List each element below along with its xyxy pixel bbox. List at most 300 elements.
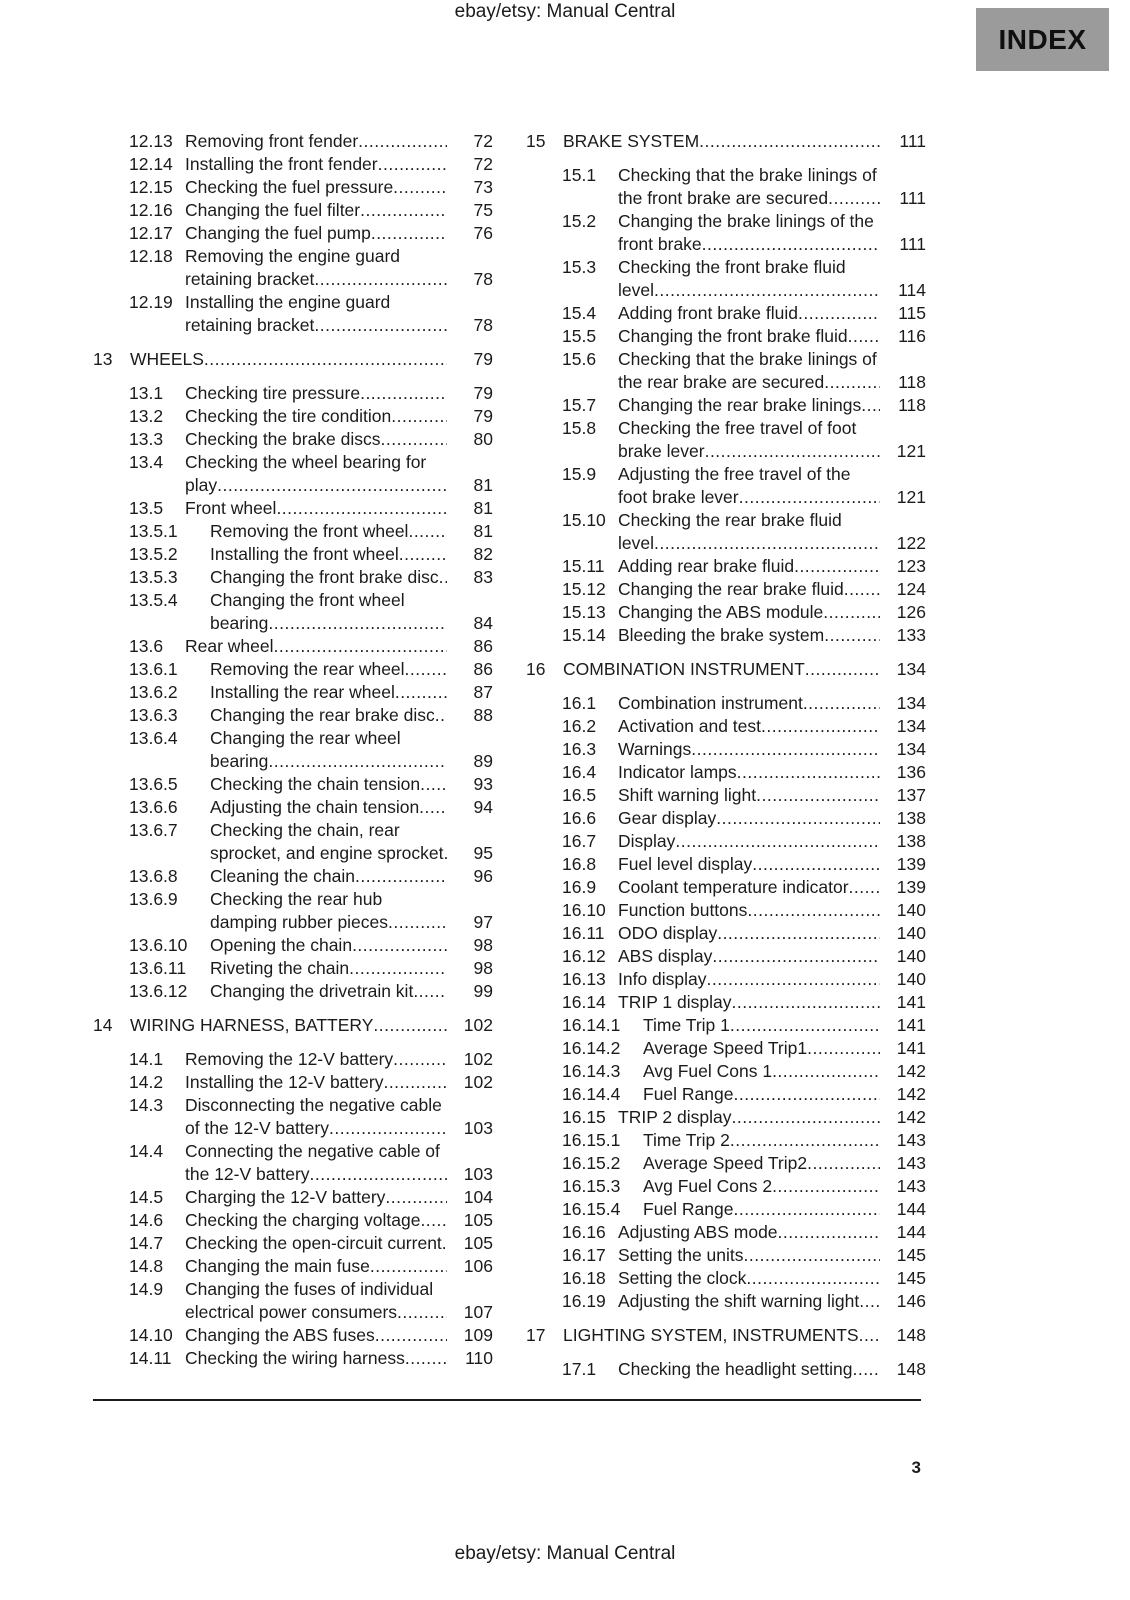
entry-number: 13.6.3 bbox=[129, 705, 178, 725]
toc-entry-row bbox=[526, 1244, 926, 1267]
entry-title-block bbox=[618, 394, 880, 417]
toc-entry-row bbox=[93, 1347, 493, 1370]
toc-entry-row bbox=[93, 1209, 493, 1232]
entry-number: 16.18 bbox=[562, 1268, 606, 1288]
entry-title-block bbox=[643, 1175, 880, 1198]
entry-title-block bbox=[185, 291, 447, 337]
entry-title: Adjusting ABS mode bbox=[618, 1222, 778, 1242]
entry-page-number: 81 bbox=[473, 521, 493, 541]
toc-entry-row bbox=[93, 130, 493, 153]
toc-column-left bbox=[93, 130, 493, 1370]
entry-page-number: 144 bbox=[896, 1199, 926, 1219]
toc-entry-row bbox=[93, 497, 493, 520]
entry-title: Installing the front wheel bbox=[210, 544, 399, 564]
entry-title: Checking the rear hub damping rubber pieces bbox=[210, 889, 389, 932]
entry-page-number: 141 bbox=[896, 992, 926, 1012]
entry-page-number: 124 bbox=[896, 579, 926, 599]
entry-title-block bbox=[618, 210, 880, 256]
toc-entry-row bbox=[526, 417, 926, 463]
entry-number: 15 bbox=[526, 131, 546, 151]
entry-number: 16.4 bbox=[562, 762, 597, 782]
entry-title-block bbox=[643, 1060, 880, 1083]
entry-title-block bbox=[618, 922, 880, 945]
entry-title-block bbox=[643, 1152, 880, 1175]
toc-entry-row bbox=[93, 176, 493, 199]
entry-title: Checking the rear brake fluid level bbox=[618, 510, 842, 553]
entry-page-number: 105 bbox=[463, 1210, 493, 1230]
entry-number: 16.15.1 bbox=[562, 1130, 621, 1150]
entry-title-block bbox=[618, 256, 880, 302]
entry-page-number: 141 bbox=[896, 1038, 926, 1058]
toc-section-row bbox=[93, 1014, 493, 1037]
entry-page-number: 94 bbox=[473, 797, 493, 817]
entry-title: Adding rear brake fluid bbox=[618, 556, 795, 576]
entry-title-block bbox=[185, 451, 447, 497]
toc-entry-row bbox=[526, 876, 926, 899]
entry-number: 15.2 bbox=[562, 211, 597, 231]
entry-title-block bbox=[185, 1278, 447, 1324]
entry-page-number: 148 bbox=[896, 1359, 926, 1379]
entry-title-block bbox=[185, 1048, 447, 1071]
toc-entry-row bbox=[526, 922, 926, 945]
entry-number: 16.14 bbox=[562, 992, 606, 1012]
entry-title: Indicator lamps bbox=[618, 762, 737, 782]
entry-number: 14.3 bbox=[129, 1095, 164, 1115]
entry-page-number: 107 bbox=[463, 1302, 493, 1322]
entry-title-block bbox=[210, 658, 447, 681]
entry-number: 13.5.3 bbox=[129, 567, 178, 587]
entry-title-block bbox=[210, 589, 447, 635]
toc-entry-row bbox=[526, 715, 926, 738]
entry-number: 13 bbox=[93, 349, 113, 369]
entry-number: 12.18 bbox=[129, 246, 173, 266]
entry-title: Warnings bbox=[618, 739, 692, 759]
entry-page-number: 86 bbox=[473, 636, 493, 656]
toc-entry-row bbox=[93, 1186, 493, 1209]
entry-page-number: 111 bbox=[899, 234, 926, 254]
entry-title: ODO display bbox=[618, 923, 718, 943]
entry-title-block bbox=[185, 405, 447, 428]
entry-title-block bbox=[563, 658, 880, 681]
entry-title-block bbox=[618, 692, 880, 715]
entry-page-number: 106 bbox=[463, 1256, 493, 1276]
entry-number: 13.6.1 bbox=[129, 659, 178, 679]
entry-title: Front wheel bbox=[185, 498, 277, 518]
entry-page-number: 139 bbox=[896, 877, 926, 897]
entry-title-block bbox=[618, 830, 880, 853]
entry-title-block bbox=[618, 509, 880, 555]
toc-entry-row bbox=[526, 302, 926, 325]
toc-entry-row bbox=[93, 291, 493, 337]
toc-section-row bbox=[526, 130, 926, 153]
entry-title-block bbox=[185, 1094, 447, 1140]
entry-number: 14.9 bbox=[129, 1279, 164, 1299]
entry-page-number: 143 bbox=[896, 1176, 926, 1196]
entry-title: Checking that the brake linings of the front brake are secured bbox=[618, 165, 877, 208]
entry-title: Installing the rear wheel bbox=[210, 682, 395, 702]
entry-title: ABS display bbox=[618, 946, 713, 966]
toc-entry-row bbox=[93, 1278, 493, 1324]
entry-title-block bbox=[563, 1324, 880, 1347]
toc-entry-row bbox=[93, 543, 493, 566]
toc-entry-row bbox=[93, 382, 493, 405]
entry-title-block bbox=[643, 1014, 880, 1037]
toc-entry-row bbox=[526, 1152, 926, 1175]
entry-title-block bbox=[185, 1324, 447, 1347]
entry-page-number: 134 bbox=[896, 739, 926, 759]
entry-page-number: 79 bbox=[473, 406, 493, 426]
entry-title: Changing the brake linings of the front brake bbox=[618, 211, 874, 254]
entry-number: 16.10 bbox=[562, 900, 606, 920]
entry-title-block bbox=[185, 1347, 447, 1370]
entry-page-number: 123 bbox=[896, 556, 926, 576]
toc-entry-row bbox=[526, 761, 926, 784]
entry-page-number: 72 bbox=[473, 131, 493, 151]
toc-entry-row bbox=[526, 807, 926, 830]
entry-page-number: 102 bbox=[463, 1015, 493, 1035]
entry-number: 15.11 bbox=[562, 556, 605, 576]
entry-title: Info display bbox=[618, 969, 707, 989]
entry-title-block bbox=[618, 968, 880, 991]
entry-title-block bbox=[618, 761, 880, 784]
entry-number: 16.3 bbox=[562, 739, 597, 759]
entry-page-number: 79 bbox=[473, 383, 493, 403]
entry-title-block bbox=[618, 1244, 880, 1267]
entry-number: 13.5.4 bbox=[129, 590, 178, 610]
entry-title: Changing the main fuse bbox=[185, 1256, 370, 1276]
entry-title-block bbox=[185, 1255, 447, 1278]
toc-entry-row bbox=[526, 325, 926, 348]
entry-number: 13.2 bbox=[129, 406, 164, 426]
toc-entry-row bbox=[93, 245, 493, 291]
entry-title: Fuel level display bbox=[618, 854, 753, 874]
entry-page-number: 84 bbox=[473, 613, 493, 633]
entry-number: 14 bbox=[93, 1015, 113, 1035]
entry-title: Removing the front wheel bbox=[210, 521, 409, 541]
entry-page-number: 80 bbox=[473, 429, 493, 449]
toc-entry-row bbox=[526, 555, 926, 578]
entry-page-number: 95 bbox=[473, 843, 493, 863]
entry-title: Checking the chain, rear sprocket, and engine sprocket bbox=[210, 820, 444, 863]
entry-page-number: 142 bbox=[896, 1107, 926, 1127]
toc-entry-row bbox=[93, 1048, 493, 1071]
entry-number: 16.15.2 bbox=[562, 1153, 621, 1173]
entry-page-number: 138 bbox=[896, 831, 926, 851]
entry-title: Checking the wheel bearing for play bbox=[185, 452, 427, 495]
entry-title: Avg Fuel Cons 1 bbox=[643, 1061, 773, 1081]
entry-title: Checking the wiring harness bbox=[185, 1348, 405, 1368]
entry-page-number: 103 bbox=[463, 1164, 493, 1184]
entry-page-number: 87 bbox=[473, 682, 493, 702]
entry-page-number: 118 bbox=[898, 372, 926, 392]
entry-number: 16.5 bbox=[562, 785, 597, 805]
toc-entry-row bbox=[93, 819, 493, 865]
entry-page-number: 78 bbox=[473, 269, 493, 289]
toc-entry-row bbox=[526, 1358, 926, 1381]
entry-title: BRAKE SYSTEM bbox=[563, 131, 700, 151]
entry-title: Fuel Range bbox=[643, 1199, 734, 1219]
entry-number: 12.14 bbox=[129, 154, 173, 174]
entry-number: 13.6.10 bbox=[129, 935, 188, 955]
toc-entry-row bbox=[93, 796, 493, 819]
entry-page-number: 97 bbox=[473, 912, 493, 932]
entry-title-block bbox=[130, 1014, 447, 1037]
entry-title-block bbox=[210, 957, 447, 980]
entry-title: Rear wheel bbox=[185, 636, 274, 656]
entry-page-number: 104 bbox=[463, 1187, 493, 1207]
entry-title: Coolant temperature indicator bbox=[618, 877, 849, 897]
entry-title-block bbox=[185, 222, 447, 245]
entry-number: 12.19 bbox=[129, 292, 173, 312]
entry-title: Combination instrument bbox=[618, 693, 803, 713]
entry-title: WIRING HARNESS, BATTERY bbox=[130, 1015, 374, 1035]
toc-entry-row bbox=[526, 1083, 926, 1106]
entry-number: 15.5 bbox=[562, 326, 597, 346]
entry-title-block bbox=[185, 428, 447, 451]
entry-page-number: 148 bbox=[896, 1325, 926, 1345]
entry-title-block bbox=[618, 784, 880, 807]
toc-section-row bbox=[526, 658, 926, 681]
entry-title-block bbox=[618, 899, 880, 922]
entry-number: 14.2 bbox=[129, 1072, 164, 1092]
entry-title-block bbox=[643, 1129, 880, 1152]
toc-entry-row bbox=[93, 1255, 493, 1278]
entry-page-number: 79 bbox=[473, 349, 493, 369]
entry-title: Changing the front brake disc bbox=[210, 567, 439, 587]
entry-title: Bleeding the brake system bbox=[618, 625, 825, 645]
entry-page-number: 142 bbox=[896, 1084, 926, 1104]
entry-page-number: 111 bbox=[899, 131, 926, 151]
entry-number: 16.14.4 bbox=[562, 1084, 621, 1104]
entry-title: Display bbox=[618, 831, 676, 851]
toc-section-row bbox=[526, 1324, 926, 1347]
toc-entry-row bbox=[93, 681, 493, 704]
toc-entry-row bbox=[526, 692, 926, 715]
entry-number: 16.12 bbox=[562, 946, 606, 966]
entry-page-number: 140 bbox=[896, 923, 926, 943]
entry-number: 13.6.5 bbox=[129, 774, 178, 794]
entry-number: 13.5.1 bbox=[129, 521, 178, 541]
entry-page-number: 118 bbox=[898, 395, 926, 415]
entry-title-block bbox=[185, 1071, 447, 1094]
entry-number: 16.16 bbox=[562, 1222, 606, 1242]
entry-title-block bbox=[618, 1358, 880, 1381]
entry-title-block bbox=[643, 1037, 880, 1060]
toc-entry-row bbox=[526, 509, 926, 555]
entry-number: 16.6 bbox=[562, 808, 597, 828]
entry-page-number: 134 bbox=[896, 659, 926, 679]
entry-number: 15.14 bbox=[562, 625, 606, 645]
entry-title-block bbox=[618, 624, 880, 647]
footer-rule bbox=[93, 1399, 921, 1401]
toc-entry-row bbox=[93, 405, 493, 428]
toc-entry-row bbox=[93, 865, 493, 888]
entry-page-number: 81 bbox=[473, 498, 493, 518]
entry-number: 15.12 bbox=[562, 579, 606, 599]
entry-title-block bbox=[618, 555, 880, 578]
entry-title: Charging the 12-V battery bbox=[185, 1187, 386, 1207]
toc-entry-row bbox=[526, 164, 926, 210]
entry-page-number: 142 bbox=[896, 1061, 926, 1081]
entry-title: LIGHTING SYSTEM, INSTRUMENTS bbox=[563, 1325, 859, 1345]
toc-entry-row bbox=[93, 704, 493, 727]
entry-page-number: 139 bbox=[896, 854, 926, 874]
entry-number: 16.17 bbox=[562, 1245, 606, 1265]
entry-title-block bbox=[185, 1209, 447, 1232]
entry-page-number: 98 bbox=[473, 958, 493, 978]
toc-entry-row bbox=[526, 784, 926, 807]
toc-entry-row bbox=[93, 957, 493, 980]
entry-title-block bbox=[185, 130, 447, 153]
entry-title: Setting the clock bbox=[618, 1268, 747, 1288]
entry-title: Changing the rear brake fluid bbox=[618, 579, 844, 599]
entry-title: Connecting the negative cable of the 12-V battery bbox=[185, 1141, 440, 1184]
entry-title-block bbox=[210, 520, 447, 543]
entry-page-number: 76 bbox=[473, 223, 493, 243]
entry-title: Changing the fuel filter bbox=[185, 200, 361, 220]
entry-number: 17.1 bbox=[562, 1359, 597, 1379]
entry-title: Changing the rear brake disc bbox=[210, 705, 435, 725]
entry-page-number: 116 bbox=[898, 326, 926, 346]
entry-title: Adding front brake fluid bbox=[618, 303, 798, 323]
entry-page-number: 126 bbox=[896, 602, 926, 622]
entry-number: 16.1 bbox=[562, 693, 597, 713]
entry-number: 13.6 bbox=[129, 636, 164, 656]
entry-title: Removing the engine guard retaining bracket bbox=[185, 246, 401, 289]
entry-title-block bbox=[618, 164, 880, 210]
entry-number: 16.15.4 bbox=[562, 1199, 621, 1219]
toc-entry-row bbox=[526, 624, 926, 647]
toc-entry-row bbox=[93, 566, 493, 589]
entry-number: 12.16 bbox=[129, 200, 173, 220]
entry-title-block bbox=[210, 773, 447, 796]
entry-title-block bbox=[210, 727, 447, 773]
entry-number: 15.1 bbox=[562, 165, 597, 185]
toc-entry-row bbox=[526, 578, 926, 601]
toc-entry-row bbox=[93, 451, 493, 497]
entry-number: 15.4 bbox=[562, 303, 597, 323]
toc-entry-row bbox=[526, 1037, 926, 1060]
entry-title: Activation and test bbox=[618, 716, 761, 736]
entry-title-block bbox=[210, 819, 447, 865]
entry-title: Changing the drivetrain kit bbox=[210, 981, 414, 1001]
entry-title: Checking the free travel of foot brake lever bbox=[618, 418, 857, 461]
entry-title-block bbox=[618, 807, 880, 830]
toc-entry-row bbox=[93, 1324, 493, 1347]
entry-title: Shift warning light bbox=[618, 785, 757, 805]
entry-title-block bbox=[618, 302, 880, 325]
entry-page-number: 103 bbox=[463, 1118, 493, 1138]
entry-title-block bbox=[185, 382, 447, 405]
entry-title-block bbox=[618, 738, 880, 761]
entry-page-number: 98 bbox=[473, 935, 493, 955]
entry-title-block bbox=[618, 601, 880, 624]
entry-title: Average Speed Trip2 bbox=[643, 1153, 808, 1173]
toc-entry-row bbox=[526, 1290, 926, 1313]
entry-page-number: 136 bbox=[896, 762, 926, 782]
entry-title-block bbox=[618, 463, 880, 509]
entry-number: 13.5.2 bbox=[129, 544, 178, 564]
entry-page-number: 122 bbox=[896, 533, 926, 553]
entry-number: 14.5 bbox=[129, 1187, 164, 1207]
entry-title: TRIP 2 display bbox=[618, 1107, 732, 1127]
entry-title: Average Speed Trip1 bbox=[643, 1038, 808, 1058]
page-header-title: ebay/etsy: Manual Central bbox=[454, 1, 676, 22]
entry-title-block bbox=[185, 1232, 447, 1255]
entry-title-block bbox=[210, 681, 447, 704]
entry-page-number: 146 bbox=[896, 1291, 926, 1311]
entry-title-block bbox=[210, 704, 447, 727]
toc-entry-row bbox=[93, 199, 493, 222]
page-footer-title: ebay/etsy: Manual Central bbox=[454, 1543, 676, 1564]
entry-title: Adjusting the shift warning light bbox=[618, 1291, 860, 1311]
toc-entry-row bbox=[526, 1198, 926, 1221]
entry-number: 16.19 bbox=[562, 1291, 606, 1311]
toc-entry-row bbox=[526, 738, 926, 761]
entry-number: 14.10 bbox=[129, 1325, 173, 1345]
entry-page-number: 114 bbox=[898, 280, 926, 300]
footer-page-number: 3 bbox=[911, 1458, 921, 1477]
entry-number: 13.4 bbox=[129, 452, 164, 472]
entry-page-number: 138 bbox=[896, 808, 926, 828]
toc-entry-row bbox=[526, 830, 926, 853]
toc-entry-row bbox=[93, 428, 493, 451]
entry-number: 16.9 bbox=[562, 877, 597, 897]
entry-number: 16.8 bbox=[562, 854, 597, 874]
entry-title: Adjusting the free travel of the foot brake lever bbox=[618, 464, 851, 507]
entry-number: 15.10 bbox=[562, 510, 606, 530]
toc-entry-row bbox=[526, 394, 926, 417]
entry-title: Changing the front wheel bearing bbox=[210, 590, 405, 633]
toc-entry-row bbox=[93, 1071, 493, 1094]
entry-page-number: 144 bbox=[896, 1222, 926, 1242]
toc-entry-row bbox=[526, 348, 926, 394]
entry-title-block bbox=[618, 876, 880, 899]
entry-title: COMBINATION INSTRUMENT bbox=[563, 659, 805, 679]
entry-title: Changing the fuel pump bbox=[185, 223, 371, 243]
entry-title-block bbox=[618, 1290, 880, 1313]
entry-page-number: 78 bbox=[473, 315, 493, 335]
entry-number: 14.4 bbox=[129, 1141, 164, 1161]
entry-page-number: 72 bbox=[473, 154, 493, 174]
entry-title: Installing the 12-V battery bbox=[185, 1072, 384, 1092]
toc-entry-row bbox=[93, 1094, 493, 1140]
entry-number: 13.6.7 bbox=[129, 820, 178, 840]
toc-entry-row bbox=[93, 980, 493, 1003]
entry-title-block bbox=[618, 417, 880, 463]
entry-title: Time Trip 2 bbox=[643, 1130, 730, 1150]
entry-number: 13.6.8 bbox=[129, 866, 178, 886]
entry-title: Checking tire pressure bbox=[185, 383, 361, 403]
entry-page-number: 140 bbox=[896, 969, 926, 989]
entry-title-block bbox=[210, 865, 447, 888]
toc-entry-row bbox=[93, 934, 493, 957]
entry-title: Fuel Range bbox=[643, 1084, 734, 1104]
entry-page-number: 109 bbox=[463, 1325, 493, 1345]
entry-page-number: 133 bbox=[896, 625, 926, 645]
entry-title: Checking the open-circuit current bbox=[185, 1233, 442, 1253]
entry-title-block bbox=[563, 130, 880, 153]
entry-page-number: 88 bbox=[473, 705, 493, 725]
entry-title: Cleaning the chain bbox=[210, 866, 355, 886]
entry-number: 15.3 bbox=[562, 257, 597, 277]
toc-entry-row bbox=[526, 210, 926, 256]
toc-entry-row bbox=[526, 1175, 926, 1198]
entry-title-block bbox=[618, 1267, 880, 1290]
entry-number: 16.13 bbox=[562, 969, 606, 989]
toc-entry-row bbox=[93, 589, 493, 635]
toc-entry-row bbox=[526, 1221, 926, 1244]
